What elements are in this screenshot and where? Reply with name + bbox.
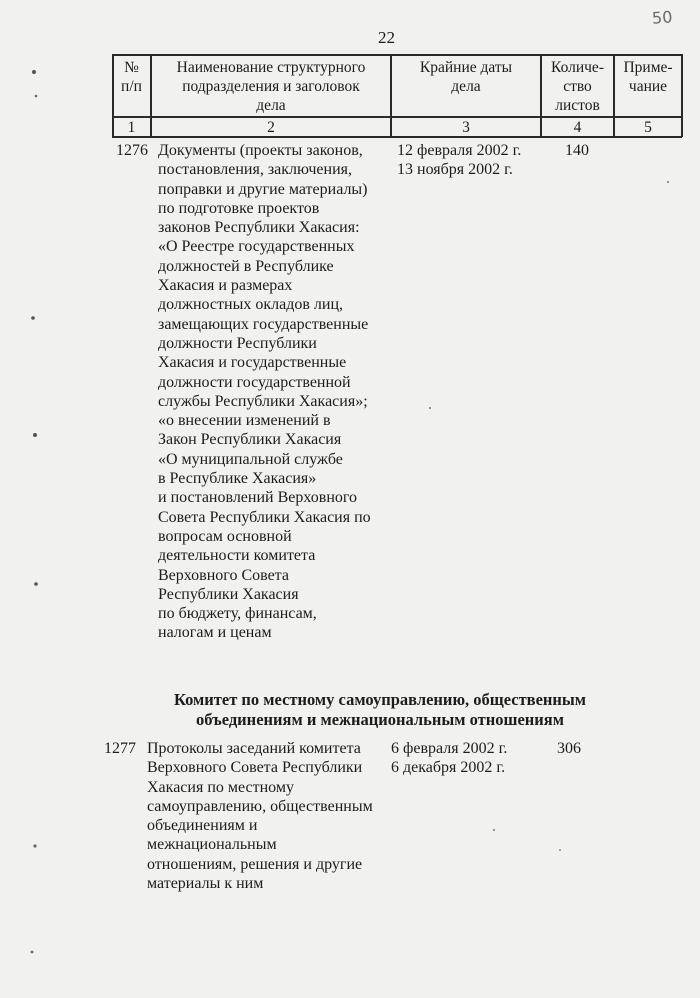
column-number-4: 4: [573, 119, 582, 136]
section-title: Комитет по местному самоуправлению, общественным объединениям и межнациональным отношениям: [173, 690, 587, 729]
entry-number: 1276: [116, 142, 148, 159]
header-sheets: Количе- ство листов: [551, 59, 604, 114]
column-number-3: 3: [462, 119, 470, 136]
entry-number: 1277: [104, 740, 136, 757]
archive-sheet-mark: 50: [651, 7, 673, 28]
entry-sheets: 140: [565, 142, 589, 159]
header-number: № п/п: [121, 59, 142, 95]
entry-dates: 6 февраля 2002 г. 6 декабря 2002 г.: [391, 740, 508, 777]
header-dates: Крайние даты дела: [419, 59, 513, 95]
column-number-2: 2: [267, 119, 275, 136]
header-title: Наименование структурного подразделения и заголовок дела: [176, 59, 366, 114]
entry-title: Протоколы заседаний комитета Верховного Совета Республики Хакасия по местному самоуправлению, общественным объединениям и межнациональным отношениям, решения и другие материалы к ним: [147, 740, 373, 893]
entry-sheets: 306: [557, 740, 581, 757]
entry-title: Документы (проекты законов, постановления, заключения, поправки и другие материалы) по подготовке проектов законов Республики Хакасия: «О Реестре государственных должностей в Республике Хакасия и размерах должностных окладов лиц, замещающих государственные должности Республики Хакасия и государственные должности государственной службы Республики Хакасия»; «о внесении изменений в Закон Республики Хакасия «О муниципальной службе в Республике Хакасия» и постановлений Верховного Совета Республики Хакасия по вопросам основной деятельности комитета Верховного Совета Республики Хакасия по бюджету, финансам, налогам и ценам: [158, 142, 371, 642]
entry-dates: 12 февраля 2002 г. 13 ноября 2002 г.: [397, 142, 522, 179]
column-number-5: 5: [644, 119, 652, 136]
header-note: Приме- чание: [623, 59, 673, 95]
column-number-1: 1: [127, 119, 136, 136]
page-number: 22: [378, 28, 395, 47]
